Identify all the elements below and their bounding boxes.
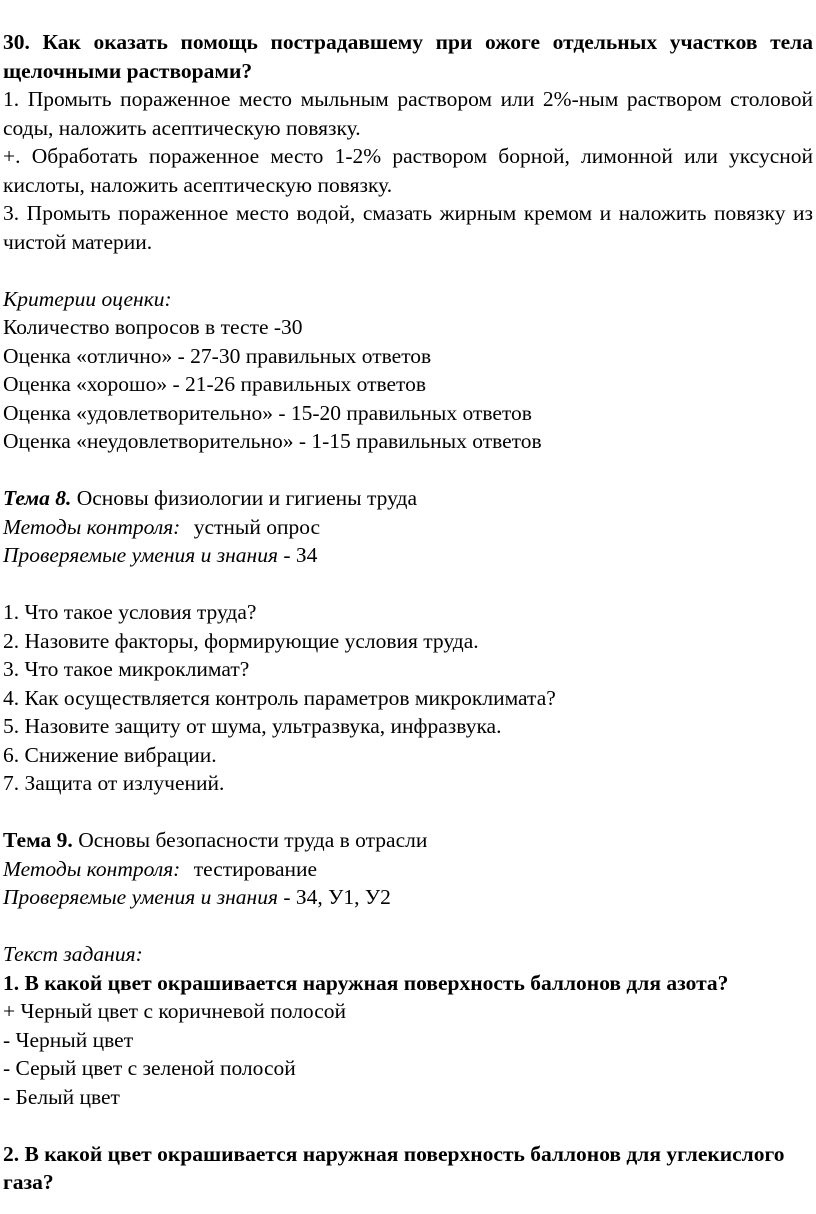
topic-8-question-6: 6. Снижение вибрации. bbox=[3, 742, 217, 767]
question-30-title: 30. Как оказать помощь пострадавшему при ожоге отдельных участков тела щелочными растворами? bbox=[3, 30, 813, 83]
topic-8-question-7: 7. Защита от излучений. bbox=[3, 771, 225, 795]
topic-9-heading bbox=[3, 826, 813, 855]
topic-8-skills-label: Проверяемые умения и знания bbox=[3, 543, 278, 567]
topic-9-question-1-option-1: + Черный цвет с коричневой полосой bbox=[3, 999, 347, 1023]
topic-9-methods-value: тестирование bbox=[193, 856, 318, 881]
topic-8-heading bbox=[3, 484, 813, 513]
topic-9-skills-value: З4, У1, У2 bbox=[295, 885, 391, 909]
topic-8-methods bbox=[3, 513, 813, 542]
criteria-line-4: Оценка «удовлетворительно» - 15-20 правильных ответов bbox=[3, 400, 532, 425]
topic-8-skills bbox=[3, 541, 813, 570]
topic-8-methods-label: Методы контроля: bbox=[3, 514, 181, 539]
topic-9-question-1-title: 1. В какой цвет окрашивается наружная поверхность баллонов для азота? bbox=[3, 970, 729, 995]
criteria-line-5: Оценка «неудовлетворительно» - 1-15 правильных ответов bbox=[3, 429, 542, 453]
topic-8-question-3: 3. Что такое микроклимат? bbox=[3, 657, 250, 681]
criteria-heading: Критерии оценки: bbox=[3, 286, 172, 311]
topic-8-skills-value: З4 bbox=[295, 543, 318, 567]
topic-8-title: Основы физиологии и гигиены труда bbox=[71, 486, 418, 510]
topic-9-skills-label: Проверяемые умения и знания bbox=[3, 885, 278, 909]
topic-9-methods bbox=[3, 855, 813, 884]
topic-9-question-1-option-4: - Белый цвет bbox=[3, 1084, 120, 1109]
topic-9-skills-sep: - bbox=[277, 885, 296, 909]
criteria-line-3: Оценка «хорошо» - 21-26 правильных ответов bbox=[3, 372, 427, 396]
question-30-option-1: 1. Промыть пораженное место мыльным раствором или 2%-ным раствором столовой соды, наложить асептическую повязку. bbox=[3, 87, 813, 140]
document-page bbox=[3, 28, 813, 1197]
topic-8-methods-value: устный опрос bbox=[193, 514, 321, 539]
topic-9-title: Основы безопасности труда в отрасли bbox=[72, 828, 428, 852]
topic-8-skills-sep: - bbox=[277, 543, 296, 567]
question-30-option-3: 3. Промыть пораженное место водой, смазать жирным кремом и наложить повязку из чистой материи. bbox=[3, 201, 813, 254]
question-30-option-2: +. Обработать пораженное место 1-2% раствором борной, лимонной или уксусной кислоты, наложить асептическую повязку. bbox=[3, 144, 813, 197]
topic-8-question-5: 5. Назовите защиту от шума, ультразвука, инфразвука. bbox=[3, 714, 502, 738]
topic-9-skills bbox=[3, 883, 813, 912]
topic-9-question-2-title: 2. В какой цвет окрашивается наружная поверхность баллонов для углекислого газа? bbox=[3, 1141, 785, 1194]
topic-9-methods-label: Методы контроля: bbox=[3, 856, 181, 881]
criteria-line-1: Количество вопросов в тесте -30 bbox=[3, 315, 303, 339]
topic-8-question-2: 2. Назовите факторы, формирующие условия труда. bbox=[3, 628, 479, 653]
topic-8-label: Тема 8. bbox=[3, 486, 72, 510]
task-text-label: Текст задания: bbox=[3, 942, 143, 966]
topic-8-question-1: 1. Что такое условия труда? bbox=[3, 600, 257, 624]
criteria-line-2: Оценка «отлично» - 27-30 правильных ответов bbox=[3, 343, 432, 368]
topic-8-question-4: 4. Как осуществляется контроль параметров микроклимата? bbox=[3, 685, 556, 710]
topic-9-question-1-option-3: - Серый цвет с зеленой полосой bbox=[3, 1056, 296, 1080]
topic-9-label: Тема 9. bbox=[3, 828, 73, 852]
topic-9-question-1-option-2: - Черный цвет bbox=[3, 1027, 134, 1052]
